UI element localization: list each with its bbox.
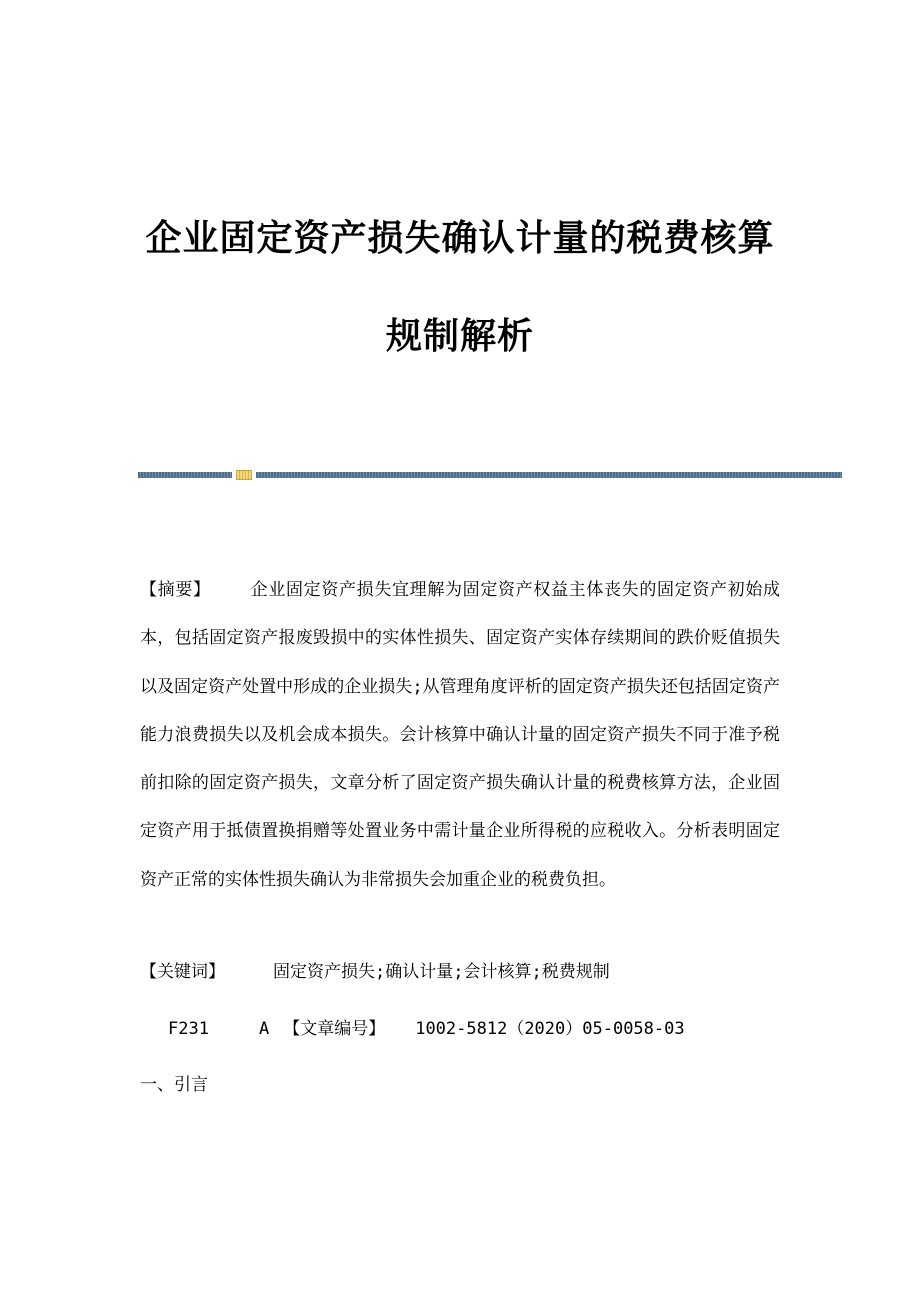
document-code: A bbox=[258, 1019, 270, 1039]
abstract-label: 【摘要】 bbox=[140, 580, 211, 600]
divider-bar-left bbox=[138, 472, 232, 478]
document-title-line-2: 规制解析 bbox=[385, 315, 534, 357]
divider-bar-right bbox=[256, 472, 842, 478]
keywords-text: 固定资产损失;确认计量;会计核算;税费规制 bbox=[273, 962, 610, 982]
keywords-label: 【关键词】 bbox=[140, 962, 225, 982]
article-id-label: 【文章编号】 bbox=[283, 1019, 386, 1039]
article-id: 1002-5812（2020）05-0058-03 bbox=[415, 1019, 685, 1039]
section-heading-introduction: 一、引言 bbox=[140, 1075, 208, 1095]
abstract-paragraph bbox=[140, 566, 780, 904]
divider-ornament-icon bbox=[236, 470, 252, 480]
clc-number: F231 bbox=[168, 1019, 209, 1039]
keywords-line bbox=[140, 960, 780, 984]
decorative-divider bbox=[138, 470, 842, 480]
abstract-text: 企业固定资产损失宜理解为固定资产权益主体丧失的固定资产初始成本，包括固定资产报废毁损中的实体性损失、固定资产实体存续期间的跌价贬值损失以及固定资产处置中形成的企业损失;从管理角度评析的固定资产损失还包括固定资产能力浪费损失以及机会成本损失。会计核算中确认计量的固定资产损失不同于准予税前扣除的固定资产损失，文章分析了固定资产损失确认计量的税费核算方法，企业固定资产用于抵债置换捐赠等处置业务中需计量企业所得税的应税收入。分析表明固定资产正常的实体性损失确认为非常损失会加重企业的税费负担。 bbox=[140, 580, 781, 890]
document-title-line-1: 企业固定资产损失确认计量的税费核算 bbox=[145, 217, 775, 259]
classification-line bbox=[168, 1017, 788, 1041]
